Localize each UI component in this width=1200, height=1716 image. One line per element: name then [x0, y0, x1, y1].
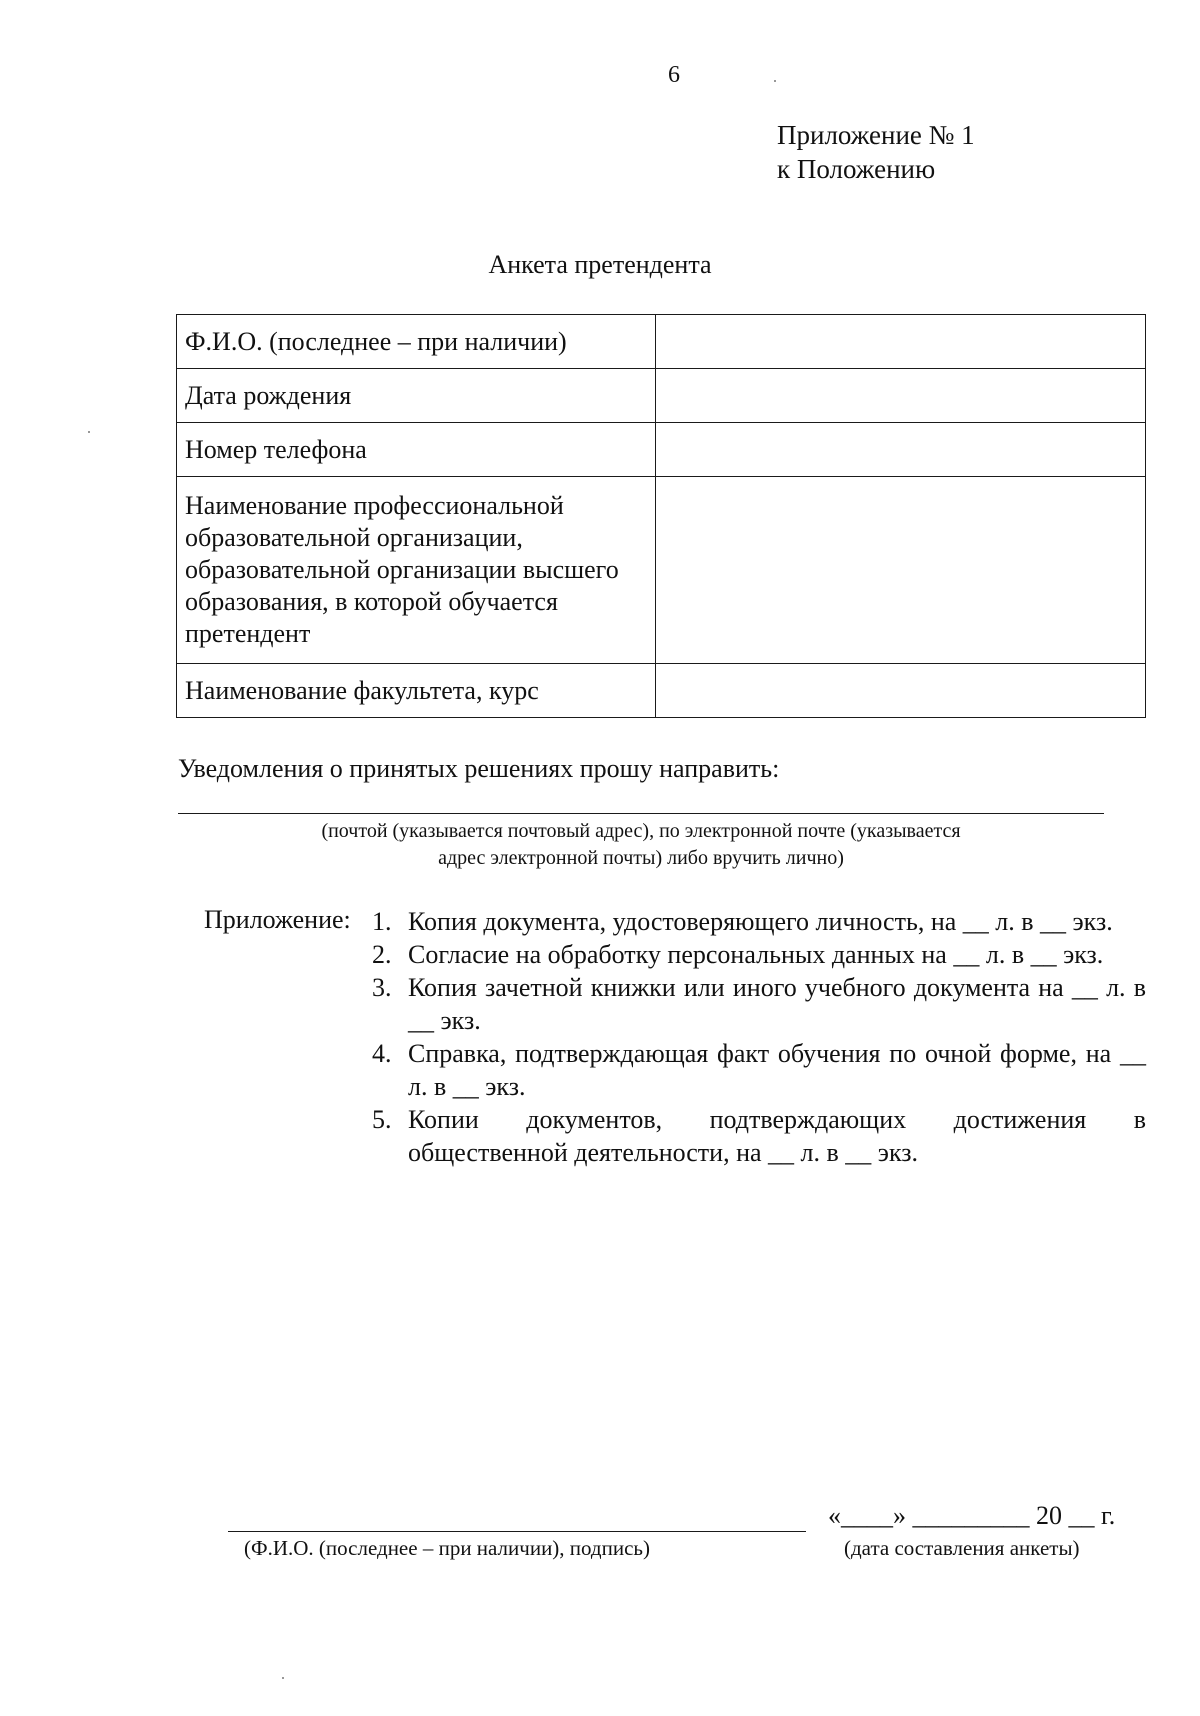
table-label-phone: Номер телефона — [177, 423, 656, 477]
list-item-number: 4. — [372, 1039, 392, 1068]
attachments-list — [372, 905, 1146, 1169]
table-value-phone[interactable] — [656, 423, 1146, 477]
applicant-form-table — [176, 314, 1146, 718]
list-item-number: 2. — [372, 940, 392, 969]
page-number: 6 — [668, 62, 680, 88]
scan-speck — [88, 431, 90, 433]
attachments-label: Приложение: — [204, 905, 351, 934]
table-label-full-name: Ф.И.О. (последнее – при наличии) — [177, 315, 656, 369]
table-value-full-name[interactable] — [656, 315, 1146, 369]
table-label-birth-date: Дата рождения — [177, 369, 656, 423]
table-row — [177, 369, 1146, 423]
table-row — [177, 423, 1146, 477]
form-title: Анкета претендента — [488, 250, 712, 279]
appendix-title: Приложение № 1 — [777, 120, 975, 150]
notification-caption-line: (почтой (указывается почтовый адрес), по электронной почте (указывается — [321, 820, 961, 842]
list-item — [372, 1103, 1146, 1169]
table-label-faculty-course: Наименование факультета, курс — [177, 664, 656, 718]
list-item-number: 3. — [372, 973, 392, 1002]
list-item-text: Справка, подтверждающая факт обучения по очной форме, на __ л. в __ экз. — [408, 1039, 1146, 1101]
notification-caption-line: адрес электронной почты) либо вручить лично) — [438, 847, 844, 869]
table-row — [177, 315, 1146, 369]
list-item — [372, 938, 1146, 971]
signature-caption: (Ф.И.О. (последнее – при наличии), подпись) — [244, 1536, 650, 1560]
date-caption: (дата составления анкеты) — [844, 1536, 1080, 1560]
table-label-institution: Наименование профессиональной образовательной организации, образовательной организации высшего образования, в которой обучается претендент — [177, 477, 656, 664]
appendix-reference: к Положению — [777, 154, 936, 184]
notification-fill-line[interactable] — [178, 813, 1104, 814]
list-item-text: Копии документов, подтверждающих достижения в общественной деятельности, на __ л. в __ экз. — [408, 1105, 1146, 1167]
notification-caption — [178, 818, 1104, 872]
signature-fill-line[interactable] — [228, 1531, 806, 1532]
date-field[interactable]: «____» _________ 20 __ г. — [828, 1501, 1116, 1530]
table-row — [177, 664, 1146, 718]
table-value-faculty-course[interactable] — [656, 664, 1146, 718]
table-value-institution[interactable] — [656, 477, 1146, 664]
list-item-text: Копия документа, удостоверяющего личность, на __ л. в __ экз. — [408, 907, 1113, 936]
list-item-text: Согласие на обработку персональных данных на __ л. в __ экз. — [408, 940, 1104, 969]
list-item-text: Копия зачетной книжки или иного учебного документа на __ л. в __ экз. — [408, 973, 1146, 1035]
scan-speck — [282, 1677, 284, 1679]
list-item-number: 5. — [372, 1105, 392, 1134]
table-row — [177, 477, 1146, 664]
list-item-number: 1. — [372, 907, 392, 936]
list-item — [372, 971, 1146, 1037]
table-value-birth-date[interactable] — [656, 369, 1146, 423]
appendix-heading — [777, 118, 975, 186]
notification-request: Уведомления о принятых решениях прошу направить: — [178, 754, 780, 783]
list-item — [372, 905, 1146, 938]
scan-speck — [774, 80, 776, 82]
list-item — [372, 1037, 1146, 1103]
